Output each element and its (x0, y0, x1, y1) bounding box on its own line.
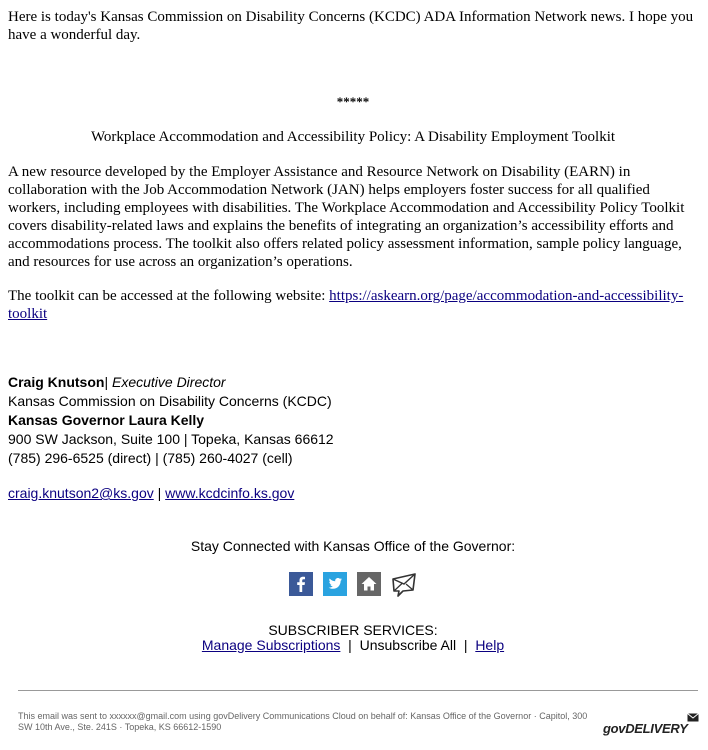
signature-links (8, 484, 698, 503)
subscriber-sep-2: | (456, 637, 476, 653)
signature-name-line (8, 373, 698, 392)
article-body: A new resource developed by the Employer Assistance and Resource Network on Disability (EARN) in collaboration with the Job Accommodation Network (JAN) helps employers foster success for all qualified workers, including employees with disabilities. The Workplace Accommodation and Accessibility Policy Toolkit covers disability-related laws and explains the benefits of integrating an organization’s accessibility efforts and accommodations process. The toolkit also offers related policy assessment information, sample policy language, and resources for use across an organization’s operations. (8, 164, 685, 270)
signature-title: Executive Director (111, 374, 226, 390)
footer-divider (18, 690, 698, 691)
signature-phones: (785) 296-6525 (direct) | (785) 260-4027 (cell) (8, 450, 293, 466)
social-icons (8, 572, 698, 600)
home-icon[interactable] (357, 572, 381, 596)
section-separator: ***** (336, 94, 370, 109)
facebook-icon[interactable] (289, 572, 313, 596)
footer-text: This email was sent to xxxxxx@gmail.com using govDelivery Communications Cloud on behalf of: Kansas Office of the Governor · Capitol, 300 SW 10th Ave., Ste. 241S · Topeka, KS 66612-1590 (18, 711, 588, 732)
signature-name: Craig Knutson (8, 374, 105, 390)
manage-subscriptions-link[interactable]: Manage Subscriptions (201, 637, 341, 653)
subscriber-services-links (8, 637, 698, 653)
twitter-icon[interactable] (323, 572, 347, 596)
signature-block (8, 373, 698, 468)
link-separator: | (153, 485, 166, 501)
toolkit-access-label: The toolkit can be accessed at the following website: (8, 288, 330, 304)
website-link[interactable]: www.kcdcinfo.ks.gov (165, 485, 295, 501)
email-icon[interactable] (391, 572, 417, 596)
subscriber-services-heading: SUBSCRIBER SERVICES: (268, 622, 438, 638)
signature-separator: | (104, 374, 112, 390)
govdelivery-logo-text: govDELIVERY (603, 721, 688, 736)
signature-org: Kansas Commission on Disability Concerns (KCDC) (8, 393, 332, 409)
help-link[interactable]: Help (475, 637, 505, 653)
intro-text: Here is today's Kansas Commission on Disability Concerns (KCDC) ADA Information Network news. I hope you have a wonderful day. (8, 9, 694, 43)
unsubscribe-all[interactable]: Unsubscribe All (359, 637, 457, 653)
toolkit-link[interactable]: https://askearn.org/page/accommodation-and-accessibility-toolkit (8, 288, 684, 322)
stay-connected-text: Stay Connected with Kansas Office of the Governor: (190, 538, 516, 554)
toolkit-access-paragraph (8, 287, 698, 323)
signature-address: 900 SW Jackson, Suite 100 | Topeka, Kansas 66612 (8, 431, 334, 447)
subscriber-sep-1: | (340, 637, 360, 653)
signature-governor: Kansas Governor Laura Kelly (8, 412, 205, 428)
article-title: Workplace Accommodation and Accessibility Policy: A Disability Employment Toolkit (90, 129, 616, 145)
govdelivery-logo (603, 713, 699, 739)
govdelivery-mail-icon (687, 713, 699, 723)
email-link[interactable]: craig.knutson2@ks.gov (8, 485, 154, 501)
